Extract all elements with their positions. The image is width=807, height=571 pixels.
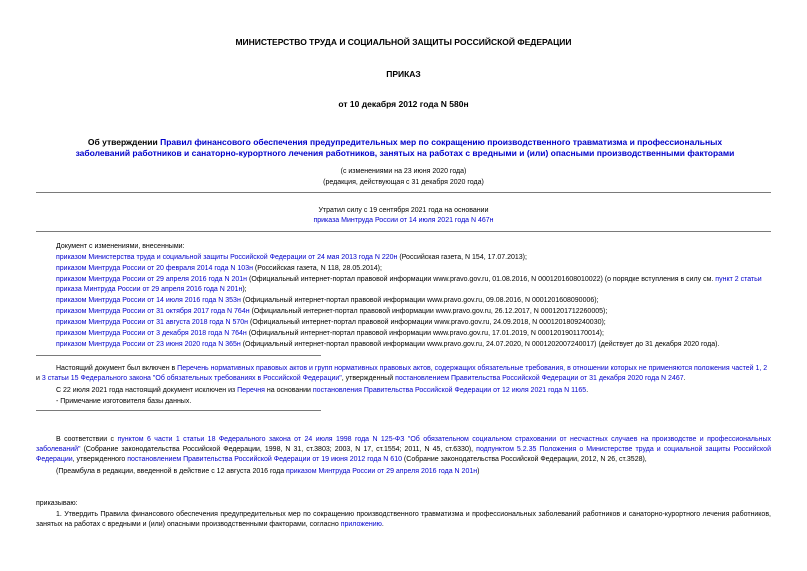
doc-date-number: от 10 декабря 2012 года N 580н — [338, 99, 469, 109]
amendment-item: приказом Минтруда России от 20 февраля 2014 года N 103н (Российская газета, N 118, 28.05.2014); — [56, 265, 382, 272]
divider — [36, 192, 771, 193]
note-paragraph-1: Настоящий документ был включен в Перечень нормативных правовых актов и групп нормативных правовых актов, содержащих обязательные требования, в отношении которых не применяются положения частей 1, 2 и 3 статьи 15 Федерального закона "Об обязательных требованиях в Российской Федерации", утвержденный постановлением Правительства Российской Федерации от 31 декабря 2020 года N 2467. — [36, 365, 768, 382]
void-notice-line: Утратил силу с 19 сентября 2021 года на основании — [318, 207, 489, 214]
amendment-item: приказом Министерства труда и социальной защиты Российской Федерации от 24 мая 2013 года N 220н (Российская газета, N 154, 17.07.2013); — [56, 254, 527, 261]
preamble-paragraph: В соответствии с пунктом 6 части 1 статьи 18 Федерального закона от 24 июля 1998 года N 125-ФЗ "Об обязательном социальном страховании от несчастных случаев на производстве и профессиональных заболеваний" (Собрание законодательства Российской Федерации, 1998, N 31, ст.3803; 2003, N 17, ст.1554; 2011, N 45, ст.6330), подпунктом 5.2.35 Положения о Министерстве труда и социальной защиты Российской Федерации, утвержденного постановлением Правительства Российской Федерации от 19 июня 2012 года N 610 (Собрание законодательства Российской Федерации, 2012, N 26, ст.3528), — [36, 436, 772, 463]
note-paragraph-2: С 22 июля 2021 года настоящий документ исключен из Перечня на основании постановления Правительства Российской Федерации от 12 июля 2021 года N 1165. — [56, 387, 589, 394]
divider — [36, 410, 321, 411]
edition-line-1: (с изменениями на 23 июня 2020 года) — [340, 168, 467, 175]
ministry-heading: МИНИСТЕРСТВО ТРУДА И СОЦИАЛЬНОЙ ЗАЩИТЫ РОССИЙСКОЙ ФЕДЕРАЦИИ — [235, 37, 572, 47]
order-intro: приказываю: — [36, 500, 78, 507]
amendment-item: приказом Минтруда России от 14 июля 2016 года N 353н (Официальный интернет-портал правовой информации www.pravo.gov.ru, 09.08.2016, N 0001201608090006); — [56, 297, 599, 304]
divider — [36, 231, 771, 232]
note-paragraph-3: - Примечание изготовителя базы данных. — [56, 398, 192, 405]
preamble-revision-note: (Преамбула в редакции, введенной в действие с 12 августа 2016 года приказом Минтруда России от 29 апреля 2016 года N 201н) — [56, 468, 480, 475]
amendment-item: приказом Минтруда России от 3 декабря 2018 года N 764н (Официальный интернет-портал правовой информации www.pravo.gov.ru, 17.01.2019, N 0001201901170014); — [56, 330, 604, 337]
divider — [36, 355, 321, 356]
amendment-item: приказом Минтруда России от 29 апреля 2016 года N 201н (Официальный интернет-портал правовой информации www.pravo.gov.ru, 01.08.2016, N 0001201608010022) (о порядке вступления в силу см. пункт 2 статьи приказа Минтруда России от 29 апреля 2016 года N 201н); — [56, 276, 762, 293]
void-notice-link[interactable]: приказа Минтруда России от 14 июля 2021 года N 467н — [313, 217, 494, 224]
document-title — [60, 137, 750, 159]
order-item-1: 1. Утвердить Правила финансового обеспечения предупредительных мер по сокращению производственного травматизма и профессиональных заболеваний работников и санаторно-курортного лечения работников, занятых на работах с вредными и (или) опасными производственными факторами, согласно приложению. — [36, 511, 771, 528]
amendment-item: приказом Минтруда России от 23 июня 2020 года N 365н (Официальный интернет-портал правовой информации www.pravo.gov.ru, 24.07.2020, N 0001202007240017) (действует до 31 декабря 2020 года). — [56, 341, 720, 348]
doc-type-heading: ПРИКАЗ — [386, 69, 421, 79]
title-prefix: Об утверждении — [87, 137, 161, 147]
amendment-item: приказом Минтруда России от 31 октября 2017 года N 764н (Официальный интернет-портал правовой информации www.pravo.gov.ru, 26.12.2017, N 0001201712260005); — [56, 308, 608, 315]
amendments-intro: Документ с изменениями, внесенными: — [56, 243, 185, 250]
edition-line-2: (редакция, действующая с 31 декабря 2020 года) — [323, 179, 484, 186]
amendment-item: приказом Минтруда России от 31 августа 2018 года N 570н (Официальный интернет-портал правовой информации www.pravo.gov.ru, 24.09.2018, N 0001201809240030); — [56, 319, 606, 326]
title-link[interactable]: Правил финансового обеспечения предупредительных мер по сокращению производственного травматизма и профессиональных заболеваний работников и санаторно-курортного лечения работников, занятых на работах с вредными и (или) опасными производственными факторами — [75, 137, 735, 158]
